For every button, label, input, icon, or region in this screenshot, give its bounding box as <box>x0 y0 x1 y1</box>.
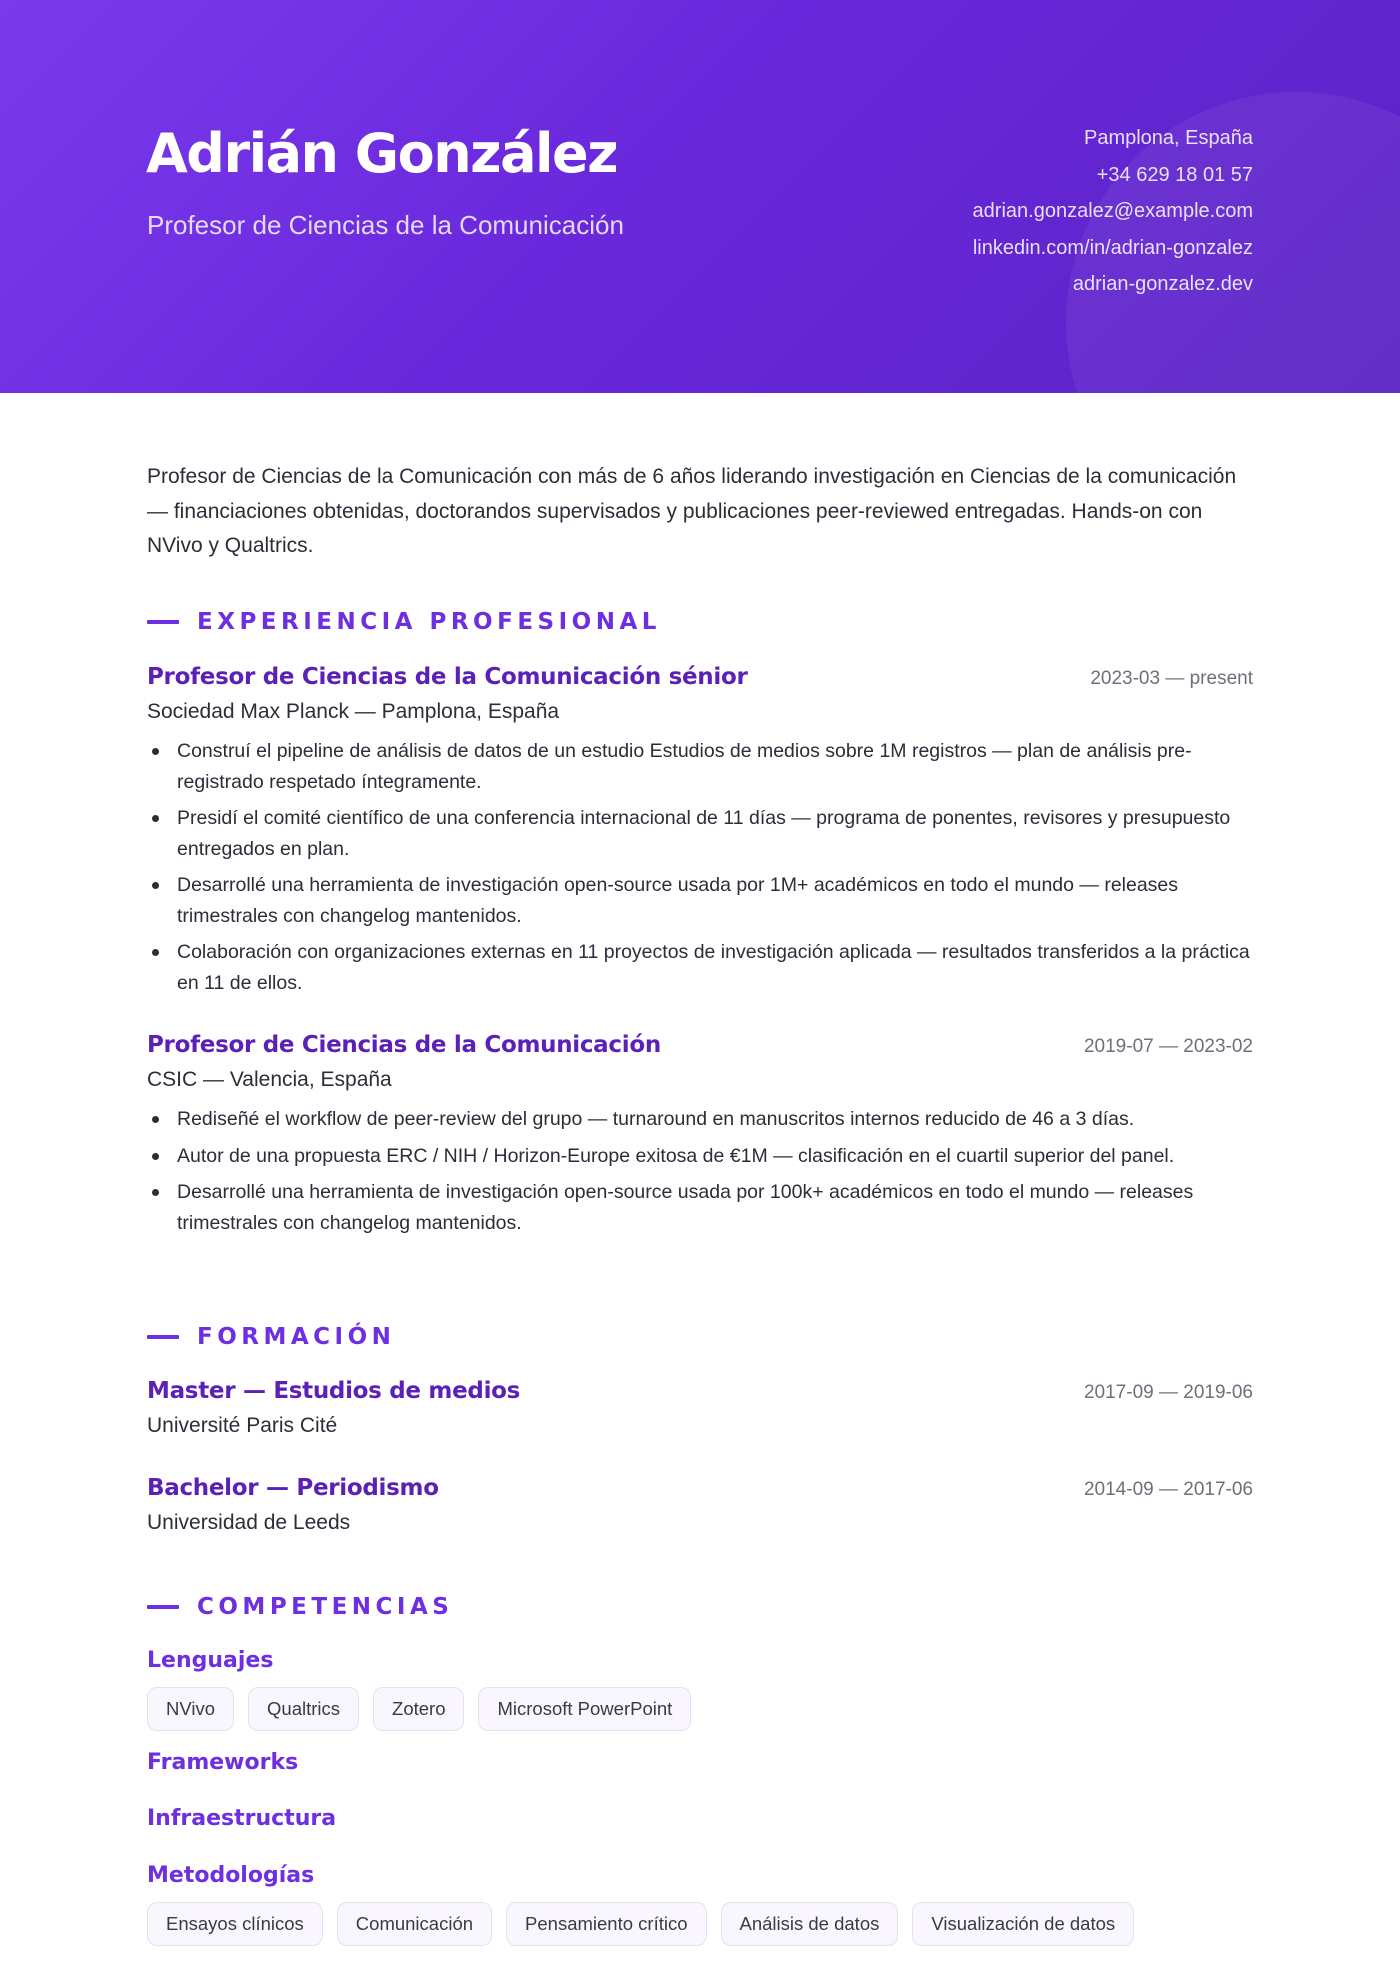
experience-entry <box>147 1032 1253 1244</box>
section-education-heading <box>147 1322 395 1352</box>
achievement-item: Desarrollé una herramienta de investigación open-source usada por 1M+ académicos en todo el mundo — releases trimestrales con changelog mantenidos. <box>147 870 1253 931</box>
contact-website[interactable]: adrian-gonzalez.dev <box>1072 273 1253 295</box>
candidate-name: Adrián González <box>146 122 618 185</box>
candidate-role: Profesor de Ciencias de la Comunicación <box>147 210 624 240</box>
section-experience-heading <box>147 607 661 637</box>
job-dates: 2019-07 — 2023-02 <box>1083 1036 1253 1057</box>
skill-chip: Comunicación <box>337 1902 492 1946</box>
institution: Universidad de Leeds <box>147 1511 351 1534</box>
education-entry <box>147 1475 1253 1535</box>
education-entry <box>147 1378 1253 1438</box>
job-achievements <box>147 1104 1253 1238</box>
section-accent-bar <box>147 1335 179 1339</box>
job-organization: CSIC — Valencia, España <box>147 1068 392 1091</box>
skill-chip: NVivo <box>147 1687 234 1731</box>
header-banner <box>0 0 1400 393</box>
achievement-item: Colaboración con organizaciones externas en 11 proyectos de investigación aplicada — resultados transferidos a la práctica en 11 de ellos. <box>147 937 1253 998</box>
job-dates: 2023-03 — present <box>1090 668 1253 689</box>
skill-group-label: Frameworks <box>147 1750 299 1775</box>
job-organization: Sociedad Max Planck — Pamplona, España <box>147 700 560 723</box>
job-title: Profesor de Ciencias de la Comunicación sénior <box>147 664 748 690</box>
achievement-item: Presidí el comité científico de una conferencia internacional de 11 días — programa de ponentes, revisores y presupuesto entregados en plan. <box>147 803 1253 864</box>
achievement-item: Construí el pipeline de análisis de datos de un estudio Estudios de medios sobre 1M registros — plan de análisis pre-registrado respetado íntegramente. <box>147 736 1253 797</box>
job-achievements <box>147 736 1253 998</box>
skill-chip-list <box>147 1687 691 1731</box>
skill-group-label: Lenguajes <box>147 1648 274 1673</box>
job-title: Profesor de Ciencias de la Comunicación <box>147 1032 661 1058</box>
contact-location: Pamplona, España <box>1083 127 1253 149</box>
skill-group-label: Metodologías <box>147 1863 315 1888</box>
section-education-title: FORMACIÓN <box>197 1324 396 1350</box>
section-skills-title: COMPETENCIAS <box>197 1594 454 1620</box>
contact-block <box>853 120 1253 303</box>
contact-linkedin[interactable]: linkedin.com/in/adrian-gonzalez <box>972 236 1253 259</box>
skill-chip: Pensamiento crítico <box>506 1902 706 1946</box>
skill-chip: Qualtrics <box>248 1687 359 1731</box>
section-skills-heading <box>147 1592 453 1622</box>
section-experience-title: EXPERIENCIA PROFESIONAL <box>197 609 661 635</box>
degree-dates: 2014-09 — 2017-06 <box>1083 1479 1253 1500</box>
institution: Université Paris Cité <box>147 1414 338 1437</box>
skill-group-label: Infraestructura <box>147 1806 337 1831</box>
profile-summary: Profesor de Ciencias de la Comunicación con más de 6 años liderando investigación en Ciencias de la comunicación — financiaciones obtenidas, doctorandos supervisados y publicaciones peer-reviewed entregadas. Hands-on con NVivo y Qualtrics. <box>147 465 1237 557</box>
degree-title: Master — Estudios de medios <box>147 1378 521 1404</box>
degree-title: Bachelor — Periodismo <box>147 1475 439 1501</box>
achievement-item: Desarrollé una herramienta de investigación open-source usada por 100k+ académicos en todo el mundo — releases trimestrales con changelog mantenidos. <box>147 1177 1253 1238</box>
skill-chip: Microsoft PowerPoint <box>478 1687 691 1731</box>
skill-chip-list <box>147 1902 1134 1946</box>
section-accent-bar <box>147 620 179 624</box>
section-accent-bar <box>147 1605 179 1609</box>
achievement-item: Rediseñé el workflow de peer-review del grupo — turnaround en manuscritos internos reducido de 46 a 3 días. <box>147 1104 1253 1135</box>
skill-chip: Ensayos clínicos <box>147 1902 323 1946</box>
experience-entry <box>147 664 1253 1004</box>
skill-chip: Zotero <box>373 1687 464 1731</box>
contact-email[interactable]: adrian.gonzalez@example.com <box>972 200 1253 222</box>
skill-chip: Análisis de datos <box>721 1902 899 1946</box>
degree-dates: 2017-09 — 2019-06 <box>1083 1382 1253 1403</box>
achievement-item: Autor de una propuesta ERC / NIH / Horizon-Europe exitosa de €1M — clasificación en el cuartil superior del panel. <box>147 1141 1253 1172</box>
skill-chip: Visualización de datos <box>912 1902 1134 1946</box>
contact-phone[interactable]: +34 629 18 01 57 <box>1096 163 1253 186</box>
